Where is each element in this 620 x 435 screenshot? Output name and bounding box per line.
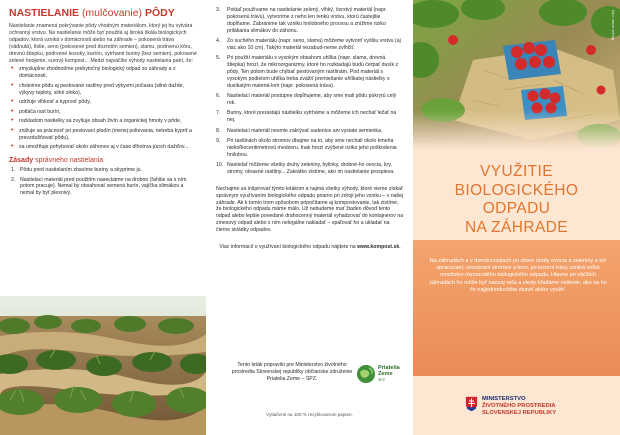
list-item: • znižuje sa prácnosť pri pestovaní plodín (menej polievania, netreba kypriť a prevzdušňovať pôdu),	[9, 128, 198, 142]
cover-intro: Na záhradách a v domácnostiach po zbere úrody ovocia a zeleniny a ich spracovaní, orezávaní stromov a krov, po kosení trávy vzniká veľké množstvo rôznorodého biologického odpadu. Hlavne pri väčších záhradách ho môže byť naozaj veľa a vtedy hľadáme riešenie, ako sa ho čo najjednoduchšie zbaviť alebo využiť.	[429, 258, 607, 293]
list-item: 8. Nastielací materiál nesmie zakrývať sadenice ani vysiate semienka.	[216, 127, 383, 134]
benefits-list	[9, 66, 198, 151]
panel-left	[0, 0, 206, 435]
closing-paragraph: Nechajme sa inšpirovať týmto letákom a najmä všetky výhody, ktoré vieme získať správnym využívaním biologického odpadu priamo pri zdroji jeho vzniku – v našej záhrade. Ak k tomto trom spôsobom pripočítame aj kompostovanie, tak zistíme, že biologického odpadu máme málo. Už nebudeme mať žiaden dôvod tento odpad alebo lepšie povedané drahocenný materiál vyhadzovať do kontajnerov na zmesový odpad alebo s ním nelegálne nakladať – spaľovať ho a ukladať na čierne skládky odpadov.	[216, 185, 404, 234]
list-item: 1. Pôdu pred nastielaním zbavíme buriny a skyprime ju.	[11, 167, 142, 174]
logo-text-line: Priatelia	[378, 365, 400, 371]
rules-list-part2	[216, 7, 404, 176]
photo-credit: foto: stock.xchng	[611, 10, 616, 41]
list-item: 2. Nastielací materiál pred použitím naseckáme na drobno (ľahšie sa s ním potom pracuje). Nemal by obsahovať semená burín, vajíčka slimákov a nemal by byť plesnivý.	[11, 176, 187, 197]
list-item: 3. Pokiaľ používame na nastielanie zelený, vlhký, čerstvý materiál (napr. pokosenú trávu), vytvoríme z neho len tenkú vrstvu, ktorú častejšie dopĺňame. Zabránime tak vzniku hnilobného procesu a znížime riziko prilákania slimákov do záhonu.	[216, 7, 387, 34]
list-item: 6. Nastielací materiál postupne dopĺňujeme, aby sme mali pôdu pokrytú celý rok.	[216, 93, 397, 107]
list-item: • sa umožňuje pohybovať okolo záhonov aj v čase dlhotrva-júcich dažďov...	[9, 144, 198, 151]
panel-middle	[206, 0, 413, 435]
recycled-paper-note: Vytlačené na 100 % recyklovanom papieri.	[266, 412, 353, 417]
mulching-intro: Nastielanie znamená pokrývanie pôdy vhodným materiálom, ktorý jej hu vytvára ochranný vrstvu. Na nastielanie môže byť použitá aj široká škála biologických odpadov, ktorá vzniká v domácnosti alebo na záhrade – pokosená tráva (vädnutá), lístie, seno (pokosené pred dozretím semien), slamu, podrvenú kôru, drevnú štiepku, podrvené kosoky, kartón, vytrhané buriny (bez semien), pokosené zelené hnojenie, surový kompost... Medzi najväčšie výhody nastielania patrí, že:	[9, 23, 197, 64]
list-item: • zmysluplne zhodnotíme prebytočný biologický odpad zo záhrady a z domácnosti,	[9, 66, 198, 80]
strawberry-photo	[413, 0, 620, 150]
logo-text-line: SPZ	[378, 377, 385, 382]
ministry-name: MINISTERSTVO ŽIVOTNÉHO PROSTREDIA SLOVENSKEJ REPUBLIKY	[482, 396, 557, 416]
list-item: • potláča rast burín,	[9, 109, 198, 116]
kompost-link[interactable]: www.kompost.sk	[357, 244, 400, 251]
list-item: • udržuje vlhkosť a kyprosť pôdy,	[9, 99, 198, 106]
rules-list-part1	[9, 167, 198, 197]
priatelia-zeme-logo	[356, 364, 406, 384]
list-item: 9. Pri rastlinách okolo stromov dbajme na to, aby sme nechali okolo kmeňa niekoľkocentimetrovú medzeru. Inak hrozí zvýšené riziko jeho poškodenia hnilobou.	[216, 137, 397, 158]
list-item: • rozkladom nastielky sa zvyšuje obsah živín a organickej hmoty v pôde,	[9, 118, 198, 125]
more-info-text: Viac informácií o využívaní biologického odpadu nájdete na www.kompost.sk.	[219, 244, 401, 251]
list-item: 5. Pri použití materiálu s vysokým obsahom uhlíka (napr. slama, drevná štiepka) hrozí, že mikroorganizmy, ktoré ho rozkladajú budú čerpať dusík z pôdy. Ten potom bude chýbať pestovaným rastlinám. Pod materiál s vysokým podielom uhlíka treba zvážiť premiešanie uhlíkatej nástielky s dusíkatým materiá-lom (napr. pokosená tráva).	[216, 55, 399, 89]
list-item: 4. Zo suchého materiálu (napr. seno, slama) môžeme vytvoriť vyššiu vrstvu (aj viac ako 10 cm). Takýto materiál nezabud-neme zvlhčiť.	[216, 38, 401, 51]
prepared-by-text: Tento leták pripravilo pre Ministerstvo životného prostredia Slovenskej republiky občianske združenie Priatelia Zeme – SPZ.	[231, 362, 353, 382]
ministry-logo-block	[413, 376, 620, 435]
list-item: • chránime pôdu aj pestované rastliny pred výkyvmi počasia (silné dažde, výkyvy teploty, silné slnko),	[9, 83, 198, 97]
mulching-heading: NASTIELANIE (mulčovanie) PÔDY	[9, 7, 175, 19]
slovak-crest-icon	[465, 396, 478, 412]
rules-heading: Zásady správneho nastielania	[9, 157, 104, 165]
panel-cover	[413, 0, 620, 435]
logo-text-line: Zeme	[378, 370, 393, 377]
earth-icon	[356, 364, 376, 384]
list-item: 10. Nastielať môžeme všetky druhy zeleniny, bylinky, drobné-ho ovocia, kry, stromy, okrasné rastliny... Zakrátko zistíme, ako im nastielanie prospieva.	[216, 161, 395, 175]
list-item: 7. Buriny, ktoré prerastajú nástielku vytrháme a môžeme ich nechať ležať na nej.	[216, 110, 397, 124]
brochure-title: VYUŽITIE BIOLOGICKÉHO ODPADU NA ZÁHRADE	[454, 163, 579, 236]
mulched-garden-photo	[0, 296, 206, 435]
